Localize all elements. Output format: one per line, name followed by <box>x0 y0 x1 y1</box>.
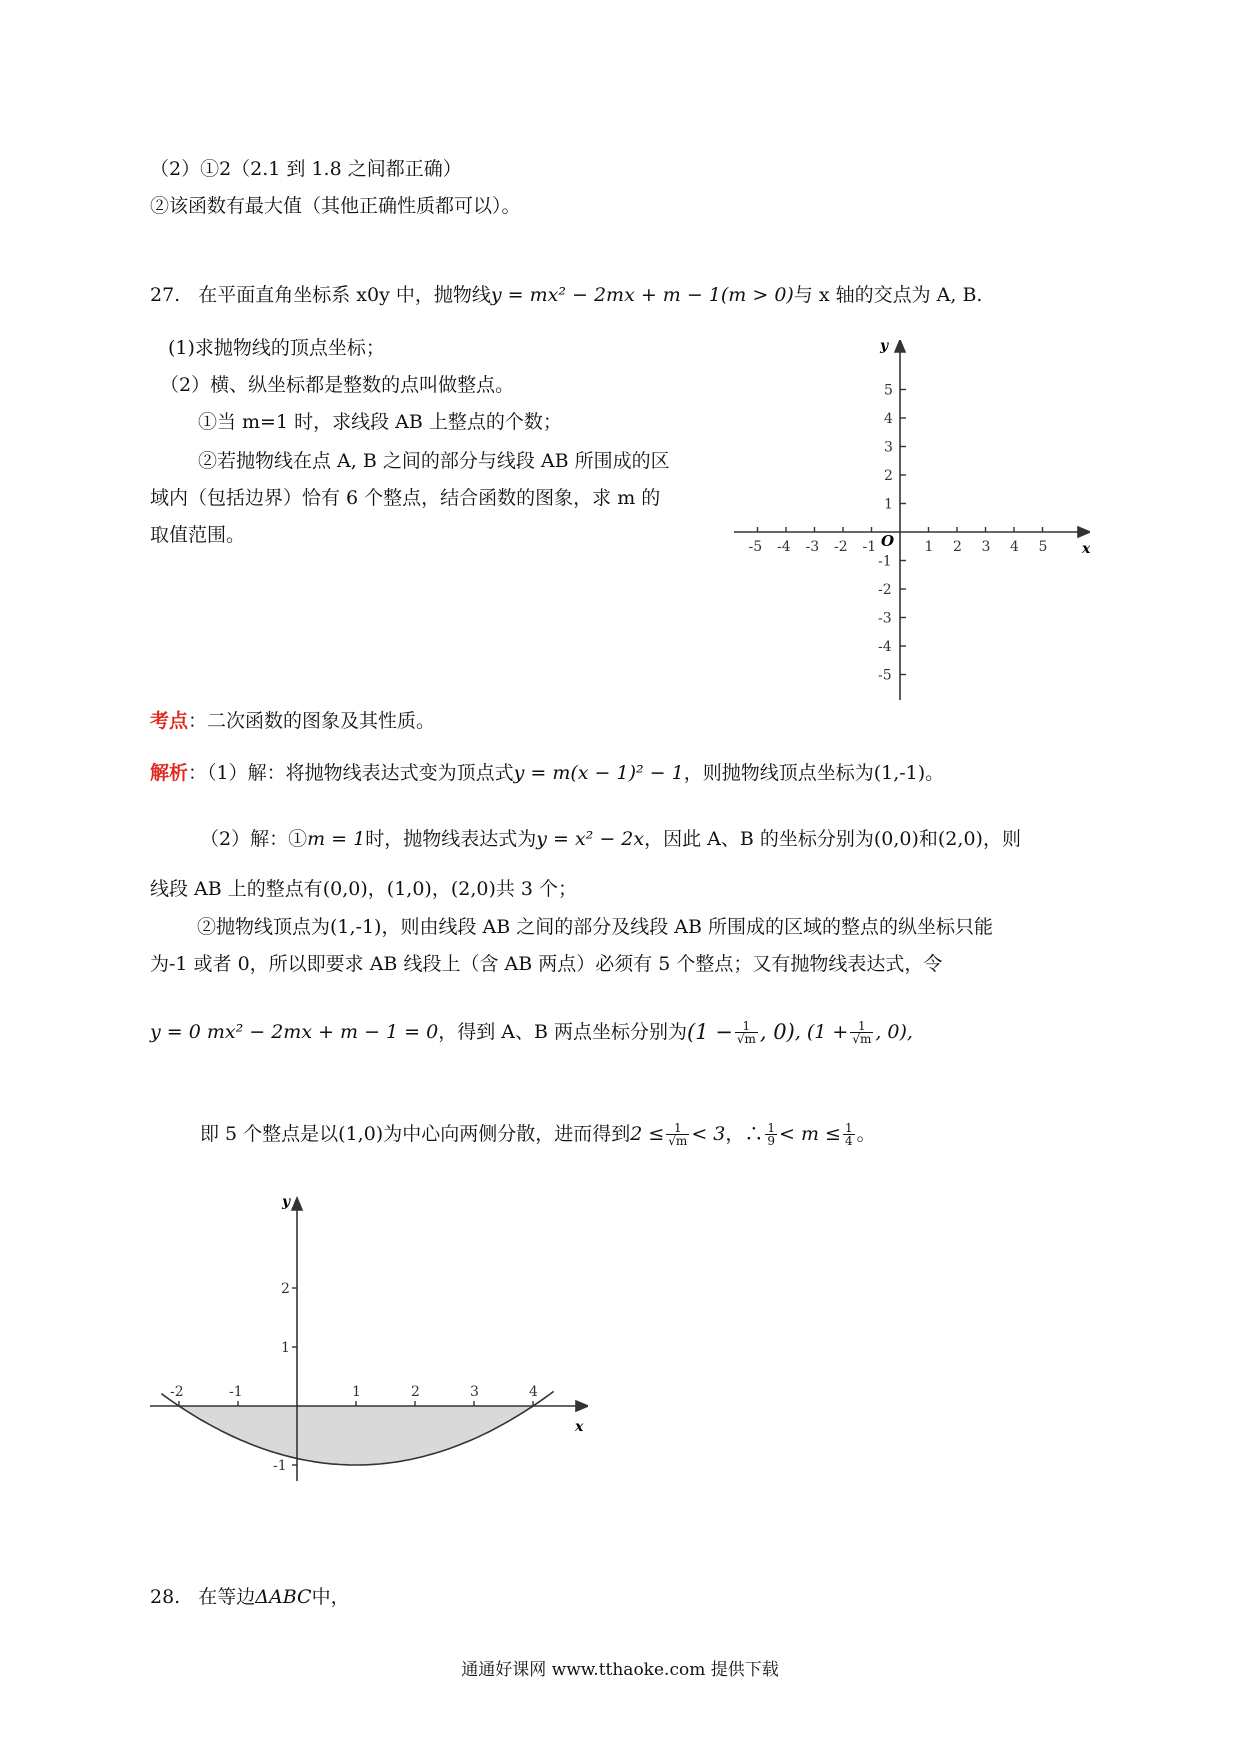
subquestion-2-2-line1: ②若抛物线在点 A, B 之间的部分与线段 AB 所围成的区 <box>198 450 670 472</box>
x-tick-label: 4 <box>1010 539 1019 555</box>
p6-text: ，得到 A、B 两点坐标分别为 <box>438 1021 687 1043</box>
x-axis-label: x <box>575 1419 584 1435</box>
solution-part2-line1 <box>200 830 1021 849</box>
frac-one-over-root-m-c <box>666 1122 689 1147</box>
page-footer: 通通好课网 www.tthaoke.com 提供下载 <box>461 1660 779 1680</box>
y-tick-label: -4 <box>878 639 892 655</box>
therefore-text: ，∴ <box>725 1123 764 1145</box>
frac-one-over-root-m-a <box>735 1020 758 1045</box>
frac-den: 4 <box>844 1134 853 1148</box>
jiexi-text-a: ：（1）解：将抛物线表达式变为顶点式 <box>188 762 514 784</box>
y-axis-arrow <box>895 340 905 352</box>
solution-part2-line2: 线段 AB 上的整点有(0,0)，(1,0)，(2,0)共 3 个； <box>150 878 578 900</box>
y-tick-label: -5 <box>878 667 892 684</box>
x-tick-label: -3 <box>805 539 820 555</box>
x-tick-label: -5 <box>748 539 763 555</box>
subquestion-2-2-line2: 域内（包括边界）恰有 6 个整点，结合函数的图象，求 m 的 <box>150 487 661 509</box>
coord-a-pre: (1 − <box>687 1020 733 1044</box>
y-tick-label: 2 <box>281 1281 290 1297</box>
solution-part2-line5 <box>150 1020 913 1045</box>
jiexi-text-b: ，则抛物线顶点坐标为(1,-1)。 <box>683 762 945 784</box>
stem-prefix: 在平面直角坐标系 x0y 中，抛物线 <box>198 284 491 306</box>
jiexi-label: 解析 <box>150 762 189 784</box>
solution-part2-line6 <box>200 1122 876 1147</box>
frac-den: √m <box>668 1134 688 1148</box>
x-tick-label: 2 <box>953 539 962 555</box>
m-equals-one: m = 1 <box>307 828 366 850</box>
solution-part2-line4: 为-1 或者 0，所以即要求 AB 线段上（含 AB 两点）必须有 5 个整点；又有抛物线表达式，令 <box>150 953 943 975</box>
x-tick-label: 1 <box>924 539 934 555</box>
x-tick-label: -1 <box>229 1384 243 1400</box>
frac-num: 1 <box>673 1121 682 1135</box>
answer-26-2-2: ②该函数有最大值（其他正确性质都可以）。 <box>150 195 521 217</box>
y-tick-label: 5 <box>884 382 893 399</box>
period: 。 <box>856 1123 876 1145</box>
frac-den: √m <box>852 1032 872 1046</box>
y-tick-label: 3 <box>884 439 893 456</box>
y-tick-label: -2 <box>878 582 892 598</box>
q28-text-suffix: 中， <box>311 1586 350 1608</box>
y-tick-label: 1 <box>281 1340 290 1356</box>
question-28-stem <box>150 1588 350 1607</box>
question-number: 28. <box>150 1586 181 1608</box>
y-tick-label: 4 <box>884 411 893 427</box>
solution-part2-line3: ②抛物线顶点为(1,-1)，则由线段 AB 之间的部分及线段 AB 所围成的区域的整点的纵坐标只能 <box>197 916 993 938</box>
y-tick-label: -1 <box>878 553 892 570</box>
frac-num: 1 <box>858 1019 866 1033</box>
y-axis-label: y <box>880 340 889 354</box>
answer-26-2-1: （2）①2（2.1 到 1.8 之间都正确） <box>150 158 462 180</box>
subquestion-2-1: ①当 m=1 时，求线段 AB 上整点的个数； <box>198 411 562 433</box>
ineq-right: < 3 <box>691 1123 726 1145</box>
stem-suffix: 与 x 轴的交点为 A, B. <box>793 284 983 306</box>
y-axis-arrow <box>292 1198 302 1210</box>
m-range-mid: < m ≤ <box>779 1123 841 1145</box>
zero-equation: y = 0 mx² − 2mx + m − 1 = 0 <box>150 1021 439 1043</box>
x-axis-arrow <box>576 1401 588 1411</box>
x-tick-label: 3 <box>470 1384 479 1400</box>
frac-den: 9 <box>767 1134 776 1148</box>
coordinate-grid-figure <box>728 340 1090 708</box>
frac-one-quarter <box>843 1122 855 1147</box>
subquestion-2: （2）横、纵坐标都是整数的点叫做整点。 <box>160 374 515 396</box>
kaodian-label: 考点 <box>150 710 189 732</box>
x-axis-arrow <box>1078 527 1090 537</box>
p2-text-a: （2）解：① <box>200 828 308 850</box>
x-tick-label: -4 <box>777 539 791 555</box>
x-tick-label: -2 <box>834 539 848 555</box>
x-tick-label: 4 <box>529 1384 538 1400</box>
question-27-stem <box>150 286 982 305</box>
question-number: 27. <box>150 284 181 306</box>
parabola-m1-formula: y = x² − 2x <box>536 828 645 850</box>
origin-label: O <box>881 532 895 550</box>
frac-num: 1 <box>742 1019 751 1033</box>
p2-text-b: 时，抛物线表达式为 <box>365 828 537 850</box>
stem-formula: y = mx² − 2mx + m − 1(m > 0) <box>490 284 794 306</box>
vertex-form-formula: y = m(x − 1)² − 1 <box>513 762 684 784</box>
frac-num: 1 <box>844 1121 853 1135</box>
coord-b-post: , 0), <box>875 1021 913 1043</box>
p2-text-c: ，因此 A、B 的坐标分别为(0,0)和(2,0)，则 <box>644 828 1021 850</box>
y-tick-label: 1 <box>884 496 893 513</box>
coord-b-pre: , (1 + <box>794 1021 849 1043</box>
coord-a-post: , 0) <box>759 1020 795 1044</box>
y-tick-label: -1 <box>273 1458 287 1474</box>
kaodian-text: ：二次函数的图象及其性质。 <box>188 710 436 732</box>
y-tick-label: 2 <box>884 468 893 484</box>
frac-num: 1 <box>767 1121 776 1135</box>
p7-text-a: 即 5 个整点是以(1,0)为中心向两侧分散，进而得到 <box>200 1123 631 1145</box>
y-tick-label: -3 <box>878 610 892 627</box>
frac-one-over-root-m-b <box>850 1020 873 1045</box>
ineq-left: 2 ≤ <box>630 1123 665 1145</box>
jiexi-line <box>150 764 944 783</box>
frac-one-ninth <box>765 1122 777 1147</box>
x-axis-label: x <box>1082 541 1090 557</box>
x-tick-label: 3 <box>981 539 991 555</box>
x-tick-label: -1 <box>862 539 877 555</box>
triangle-abc: ΔABC <box>255 1586 312 1608</box>
q28-text-prefix: 在等边 <box>198 1586 256 1608</box>
x-tick-label: 1 <box>352 1384 361 1400</box>
x-tick-label: 2 <box>411 1384 420 1400</box>
subquestion-1: (1)求抛物线的顶点坐标； <box>168 337 385 359</box>
subquestion-2-2-line3: 取值范围。 <box>150 524 246 546</box>
kaodian-line <box>150 712 435 731</box>
frac-den: √m <box>736 1032 756 1046</box>
parabola-figure <box>148 1196 588 1492</box>
x-tick-label: 5 <box>1038 539 1048 555</box>
y-axis-label: y <box>282 1196 291 1210</box>
x-tick-label: -2 <box>170 1384 184 1400</box>
